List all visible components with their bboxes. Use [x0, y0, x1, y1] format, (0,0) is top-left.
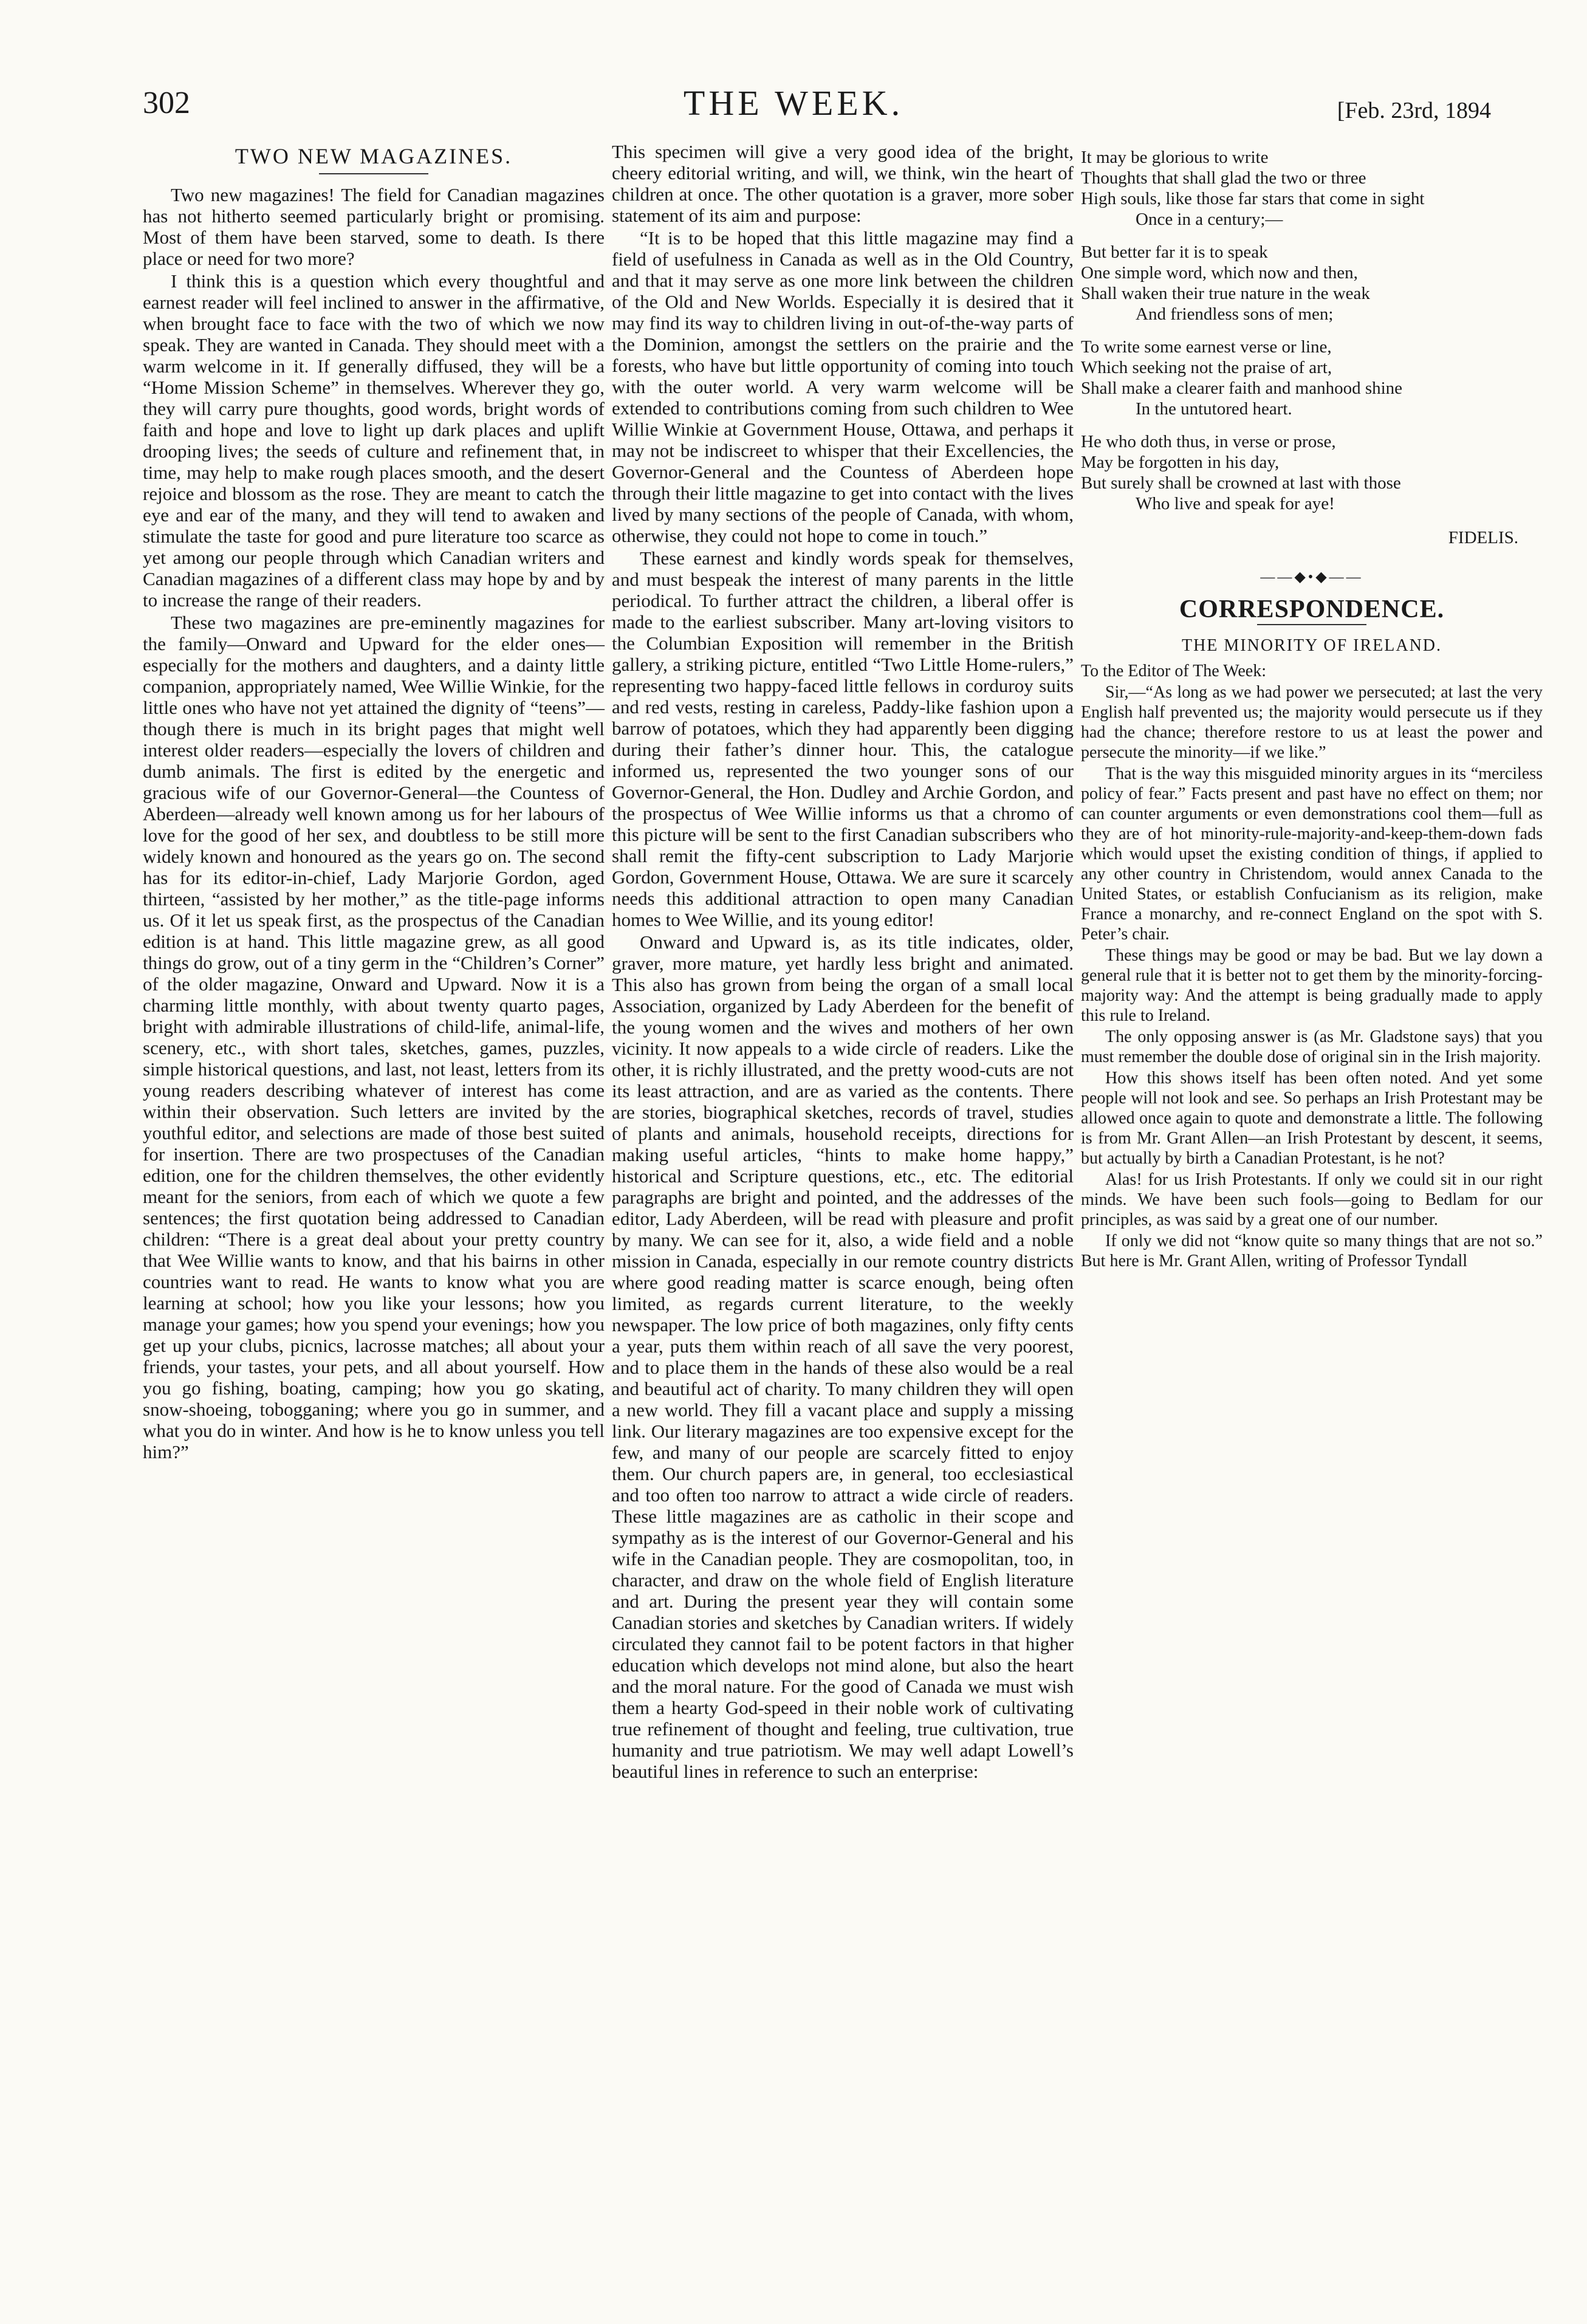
column-2: [612, 141, 1074, 1783]
poem-line: But better far it is to speak: [1081, 242, 1268, 262]
poem-stanza: [1081, 431, 1543, 514]
article-paragraph: Two new magazines! The field for Canadian magazines has not hitherto seemed particularly bright or promising. Most of them have been starved, some to death. Is there place or need for two more?: [143, 184, 605, 269]
letter-paragraph: The only opposing answer is (as Mr. Gladstone says) that you must remember the double dose of original sin in the Irish majority.: [1081, 1027, 1543, 1066]
poem-stanza: [1081, 337, 1543, 419]
letter-paragraph: How this shows itself has been often noted. And yet some people will not look and see. So perhaps an Irish Protestant may be allowed once again to quote and demonstrate a little. The following is from Mr. Grant Allen—an Irish Protestant by descent, it seems, but actually by birth a Canadian Protestant, is he not?: [1081, 1069, 1543, 1168]
issue-date: [Feb. 23rd, 1894: [1337, 98, 1491, 123]
poem-line: Who live and speak for aye!: [1136, 494, 1335, 513]
poem: [1081, 147, 1543, 514]
poem-stanza: [1081, 147, 1543, 230]
section-rule: [1257, 624, 1366, 625]
column-3: [1081, 141, 1543, 1272]
article-paragraph: These two magazines are pre-eminently magazines for the family—Onward and Upward for the elder ones—especially for the mothers and daughters, and a dainty little companion, appropriately named, Wee Willie Winkie, for the little ones who have not yet attained the dignity of “teens”—though there is much in its bright pages that might well interest older readers—especially the lovers of children and dumb animals. The first is edited by the energetic and gracious wife of our Governor-General—the Countess of Aberdeen—already well known among us for her labours of love for the good of her sex, and doubtless to be still more widely known and honoured as the years go on. The second has for its editor-in-chief, Lady Marjorie Gordon, aged thirteen, “assisted by her mother,” as the title-page informs us. Of it let us speak first, as the prospectus of the Canadian edition is at hand. This little magazine grew, as all good things do grow, out of a tiny germ in the “Children’s Corner” of the older magazine, Onward and Upward. Now it is a charming little monthly, with about twenty quarto pages, bright with admirable illustrations of child-life, animal-life, scenery, etc., with short tales, sketches, games, puzzles, simple historical questions, and last, not least, letters from its young readers describing whatever of interest has come within their observation. Such letters are invited by the youthful editor, and selections are made of those best suited for insertion. There are two prospectuses of the Canadian edition, one for the children themselves, the other evidently meant for the seniors, from each of which we quote a few sentences; the first quotation being addressed to Canadian children: “There is a great deal about your pretty country that Wee Willie wants to know, and that his bairns in other countries want to read. He wants to know what you are learning at school; how you like your lessons; how you manage your games; how you spend your evenings; how you get up your clubs, picnics, lacrosse matches; all about your friends, your tastes, your pets, and all about yourself. How you go fishing, boating, camping; how you go skating, snow-shoeing, tobogganing; where you go in summer, and what you do in winter. And how is he to know unless you tell him?”: [143, 612, 605, 1462]
poem-line: Thoughts that shall glad the two or three: [1081, 168, 1366, 188]
poem-line: High souls, like those far stars that come in sight: [1081, 189, 1425, 208]
signature: FIDELIS.: [1448, 528, 1518, 547]
letter-paragraph: These things may be good or may be bad. But we lay down a general rule that it is better not to get them by the minority-forcing-majority way: And the attempt is being gradually made to apply this rule to Ireland.: [1081, 946, 1543, 1025]
poem-line: Which seeking not the praise of art,: [1081, 358, 1332, 377]
letter-paragraph: Sir,—“As long as we had power we persecuted; at last the very English half prevented us; the majority would persecute us if they had the chance; therefore restore to us at least the power and persecute the minority—if we like.”: [1081, 683, 1543, 762]
title-rule: [319, 173, 428, 174]
letter-paragraph: Alas! for us Irish Protestants. If only we could sit in our right minds. We have been such fools—going to Bedlam for our principles, as was said by a great one of our number.: [1081, 1170, 1543, 1229]
letter-salutation: To the Editor of The Week:: [1081, 662, 1267, 680]
section-ornament: ——◆•◆——: [1260, 569, 1363, 585]
poem-line: Shall make a clearer faith and manhood shine: [1081, 379, 1403, 398]
section-title: CORRESPONDENCE.: [1179, 595, 1445, 623]
article-paragraph: I think this is a question which every thoughtful and earnest reader will feel inclined to answer in the affirmative, when brought face to face with the two of which we now speak. They are wanted in Canada. They should meet with a warm welcome in it. If generally diffused, they will be a “Home Mission Scheme” in themselves. Wherever they go, they will carry pure thoughts, good words, bright words of faith and hope and love to light up dark places and uplift drooping lives; the seeds of culture and refinement that, in time, may help to make rough places smooth, and the desert rejoice and blossom as the rose. They are meant to catch the eye and ear of the many, and they will tend to awaken and stimulate the taste for good and pure literature too scarce as yet among our people through which Canadian writers and Canadian magazines of a different class may hope by and by to increase the range of their readers.: [143, 270, 605, 611]
article-quote-paragraph: “It is to be hoped that this little magazine may find a field of usefulness in Canada as well as in the Old Country, and that it may serve as one more link between the children of the Old and New Worlds. Especially it is desired that it may find its way to children living in out-of-the-way parts of the Dominion, amongst the settlers on the prairie and the forests, who have but little opportunity of coming into touch with the outer world. A very warm welcome will be extended to contributions coming from such children to Wee Willie Winkie at Government House, Ottawa, and perhaps it may not be indiscreet to whisper that their Excellencies, the Governor-General and the Countess of Aberdeen hope through their little magazine to get into contact with the lives lived by many sections of the people of Canada, with whom, otherwise, they could not hope to come in touch.”: [612, 227, 1074, 546]
poem-line: In the untutored heart.: [1136, 399, 1292, 419]
poem-line: To write some earnest verse or line,: [1081, 337, 1332, 357]
poem-line: One simple word, which now and then,: [1081, 263, 1358, 283]
poem-stanza: [1081, 242, 1543, 324]
article-paragraph: These earnest and kindly words speak for themselves, and must bespeak the interest of many parents in the little periodical. To further attract the children, a liberal offer is made to the earliest subscriber. Many art-loving visitors to the Columbian Exposition will remember in the British gallery, a striking picture, entitled “Two Little Home-rulers,” representing two happy-faced little fellows in corduroy suits and red vests, resting in careless, Paddy-like fashion upon a barrow of potatoes, which they had apparently been digging during their father’s dinner hour. This, the catalogue informed us, represented the two younger sons of our Governor-General, the Hon. Dudley and Archie Gordon, and the prospectus of Wee Willie informs us that a chromo of this picture will be sent to the first Canadian subscribers who shall remit the fifty-cent subscription to Lady Marjorie Gordon, Government House, Ottawa. We are sure it scarcely needs this additional attraction to open many Canadian homes to Wee Willie, and its young editor!: [612, 547, 1074, 930]
page-number: 302: [143, 86, 190, 120]
poem-line: Once in a century;—: [1136, 210, 1283, 229]
article-title: TWO NEW MAGAZINES.: [235, 144, 513, 168]
poem-line: Shall waken their true nature in the weak: [1081, 284, 1370, 303]
letter-body: [1081, 661, 1543, 1271]
letter-paragraph: That is the way this misguided minority argues in its “merciless policy of fear.” Facts present and past have no effect on them; nor can counter arguments or even demonstrations cool them—full as they are of hot minority-rule-majority-and-keep-them-down fads which would upset the existing condition of things, if applied to any other country in Christendom, would annex Canada to the United States, or establish Confucianism as its religion, make France a monarchy, and re-connect England on the spot with S. Peter’s chair.: [1081, 764, 1543, 944]
letter-paragraph: If only we did not “know quite so many things that are not so.” But here is Mr. Grant Allen, writing of Professor Tyndall: [1081, 1232, 1543, 1270]
poem-line: It may be glorious to write: [1081, 148, 1269, 167]
poem-line: He who doth thus, in verse or prose,: [1081, 432, 1336, 451]
poem-line: And friendless sons of men;: [1136, 304, 1334, 324]
poem-line: May be forgotten in his day,: [1081, 453, 1280, 472]
masthead-title: THE WEEK.: [683, 83, 904, 123]
poem-line: But surely shall be crowned at last with those: [1081, 473, 1401, 493]
column-1: [143, 141, 605, 1464]
letter-title: THE MINORITY OF IRELAND.: [1181, 636, 1442, 655]
article-paragraph: This specimen will give a very good idea of the bright, cheery editorial writing, and will, we think, win the heart of children at once. The other quotation is a graver, more sober statement of its aim and purpose:: [612, 141, 1074, 226]
article-paragraph: Onward and Upward is, as its title indicates, older, graver, more mature, yet hardly less bright and animated. This also has grown from being the organ of a small local Association, organized by Lady Aberdeen for the benefit of the young women and the wives and mothers of her own vicinity. It now appeals to a wide circle of readers. Like the other, it is richly illustrated, and the pretty wood-cuts are not its least attraction, and are as varied as the contents. There are stories, biographical sketches, records of travel, studies of plants and animals, household receipts, directions for making useful articles, “hints to make home happy,” historical and Scripture questions, etc., etc. The editorial paragraphs are bright and pointed, and the addresses of the editor, Lady Aberdeen, will be read with pleasure and profit by many. We can see for it, also, a wide field and a noble mission in Canada, especially in our remote country districts where good reading matter is scarce enough, being often limited, as regards current literature, to the weekly newspaper. The low price of both magazines, only fifty cents a year, puts them within reach of all save the very poorest, and to place them in the hands of these also would be a real and beautiful act of charity. To many children they will open a new world. They fill a vacant place and supply a missing link. Our literary magazines are too expensive except for the few, and many of our people are scarcely fitted to enjoy them. Our church papers are, in general, too ecclesiastical and too often too narrow to attract a wide circle of readers. These little magazines are as catholic in their scope and sympathy as is the interest of our Governor-General and his wife in the Canadian people. They are cosmopolitan, too, in character, and draw on the whole field of English literature and art. During the present year they will contain some Canadian stories and sketches by Canadian writers. If widely circulated they cannot fail to be potent factors in that higher education which develops not mind alone, but also the heart and the moral nature. For the good of Canada we must wish them a hearty God-speed in their noble work of cultivating true refinement of thought and feeling, true cultivation, true humanity and true patriotism. We may well adapt Lowell’s beautiful lines in reference to such an enterprise:: [612, 931, 1074, 1782]
